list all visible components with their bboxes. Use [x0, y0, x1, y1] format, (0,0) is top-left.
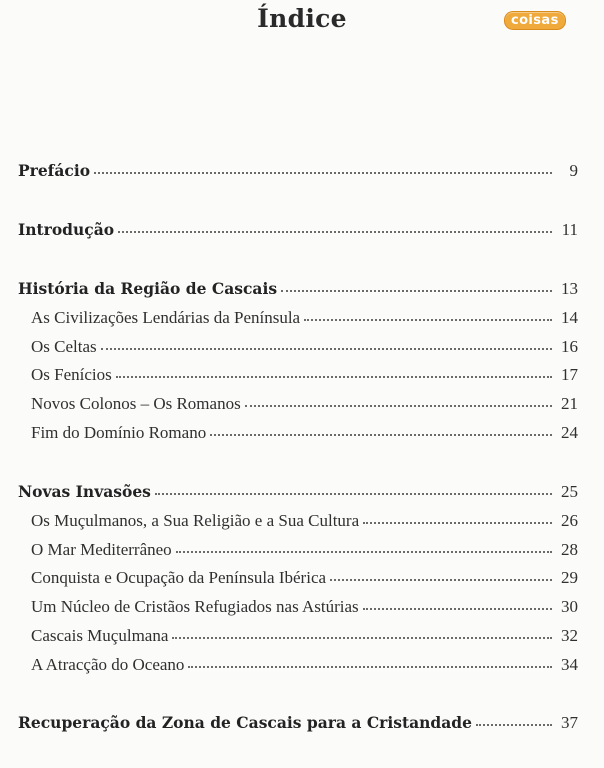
toc-entry-recuperacao[interactable] [18, 713, 578, 737]
page-title: Índice [257, 4, 347, 33]
dot-leader [281, 289, 552, 292]
toc-entry-muculmanos[interactable] [31, 511, 578, 535]
toc-entry-novas-invasoes[interactable] [18, 482, 578, 506]
dot-leader [363, 521, 552, 524]
toc-entry-page: 29 [561, 568, 578, 587]
toc-entry-page: 32 [561, 626, 578, 645]
toc-entry-label: Novas Invasões [18, 482, 151, 501]
toc-entry-mediterraneo[interactable] [31, 540, 578, 564]
toc-entry-label: As Civilizações Lendárias da Península [31, 308, 301, 327]
dot-leader [330, 578, 552, 581]
toc-entry-label: A Atracção do Oceano [31, 655, 185, 674]
toc-entry-civilizacoes[interactable] [31, 308, 578, 332]
toc-entry-page: 30 [561, 597, 578, 616]
dot-leader [94, 171, 552, 174]
dot-leader [118, 230, 552, 233]
toc-entry-prefacio[interactable] [18, 161, 578, 185]
toc-entry-label: Os Fenícios [31, 365, 112, 384]
dot-leader [363, 607, 552, 610]
toc-entry-historia[interactable] [18, 279, 578, 303]
toc-entry-page: 26 [561, 511, 578, 530]
toc-entry-label: O Mar Mediterrâneo [31, 540, 172, 559]
dot-leader [188, 665, 552, 668]
dot-leader [172, 636, 552, 639]
toc-entry-page: 34 [561, 655, 578, 674]
dot-leader [116, 375, 552, 378]
toc-entry-fenicios[interactable] [31, 365, 578, 389]
toc-entry-fim-dominio[interactable] [31, 423, 578, 447]
toc-entry-page: 17 [561, 365, 578, 384]
toc-entry-label: Introdução [18, 220, 115, 239]
dot-leader [210, 433, 552, 436]
toc-entry-label: Fim do Domínio Romano [31, 423, 207, 442]
dot-leader [245, 404, 552, 407]
toc-entry-page: 9 [569, 161, 578, 180]
toc-entry-cascais-muculmana[interactable] [31, 626, 578, 650]
toc-entry-label: Os Celtas [31, 337, 97, 356]
toc-entry-romanos[interactable] [31, 394, 578, 418]
toc-entry-page: 14 [561, 308, 578, 327]
toc-entry-label: Conquista e Ocupação da Península Ibérica [31, 568, 327, 587]
toc-entry-page: 24 [561, 423, 578, 442]
toc-entry-label: Prefácio [18, 161, 91, 180]
toc-entry-atraccao-oceano[interactable] [31, 655, 578, 679]
toc-entry-asturias[interactable] [31, 597, 578, 621]
toc-entry-label: Os Muçulmanos, a Sua Religião e a Sua Cultura [31, 511, 360, 530]
coisas-logo: coisas [504, 11, 566, 30]
toc-entry-label: Recuperação da Zona de Cascais para a Cristandade [18, 713, 473, 732]
toc-entry-page: 25 [561, 482, 578, 501]
toc-entry-page: 13 [561, 279, 578, 298]
dot-leader [101, 347, 552, 350]
toc-entry-label: Um Núcleo de Cristãos Refugiados nas Astúrias [31, 597, 359, 616]
toc-entry-label: História da Região de Cascais [18, 279, 278, 298]
toc-entry-label: Novos Colonos – Os Romanos [31, 394, 241, 413]
toc-entry-conquista[interactable] [31, 568, 578, 592]
toc-entry-label: Cascais Muçulmana [31, 626, 169, 645]
dot-leader [304, 318, 552, 321]
toc-entry-celtas[interactable] [31, 337, 578, 361]
toc-entry-page: 21 [561, 394, 578, 413]
toc-entry-page: 37 [561, 713, 578, 732]
toc-entry-page: 28 [561, 540, 578, 559]
dot-leader [476, 723, 552, 726]
dot-leader [176, 550, 552, 553]
dot-leader [155, 492, 552, 495]
toc-entry-page: 16 [561, 337, 578, 356]
toc-entry-introducao[interactable] [18, 220, 578, 244]
toc-entry-page: 11 [561, 220, 578, 239]
